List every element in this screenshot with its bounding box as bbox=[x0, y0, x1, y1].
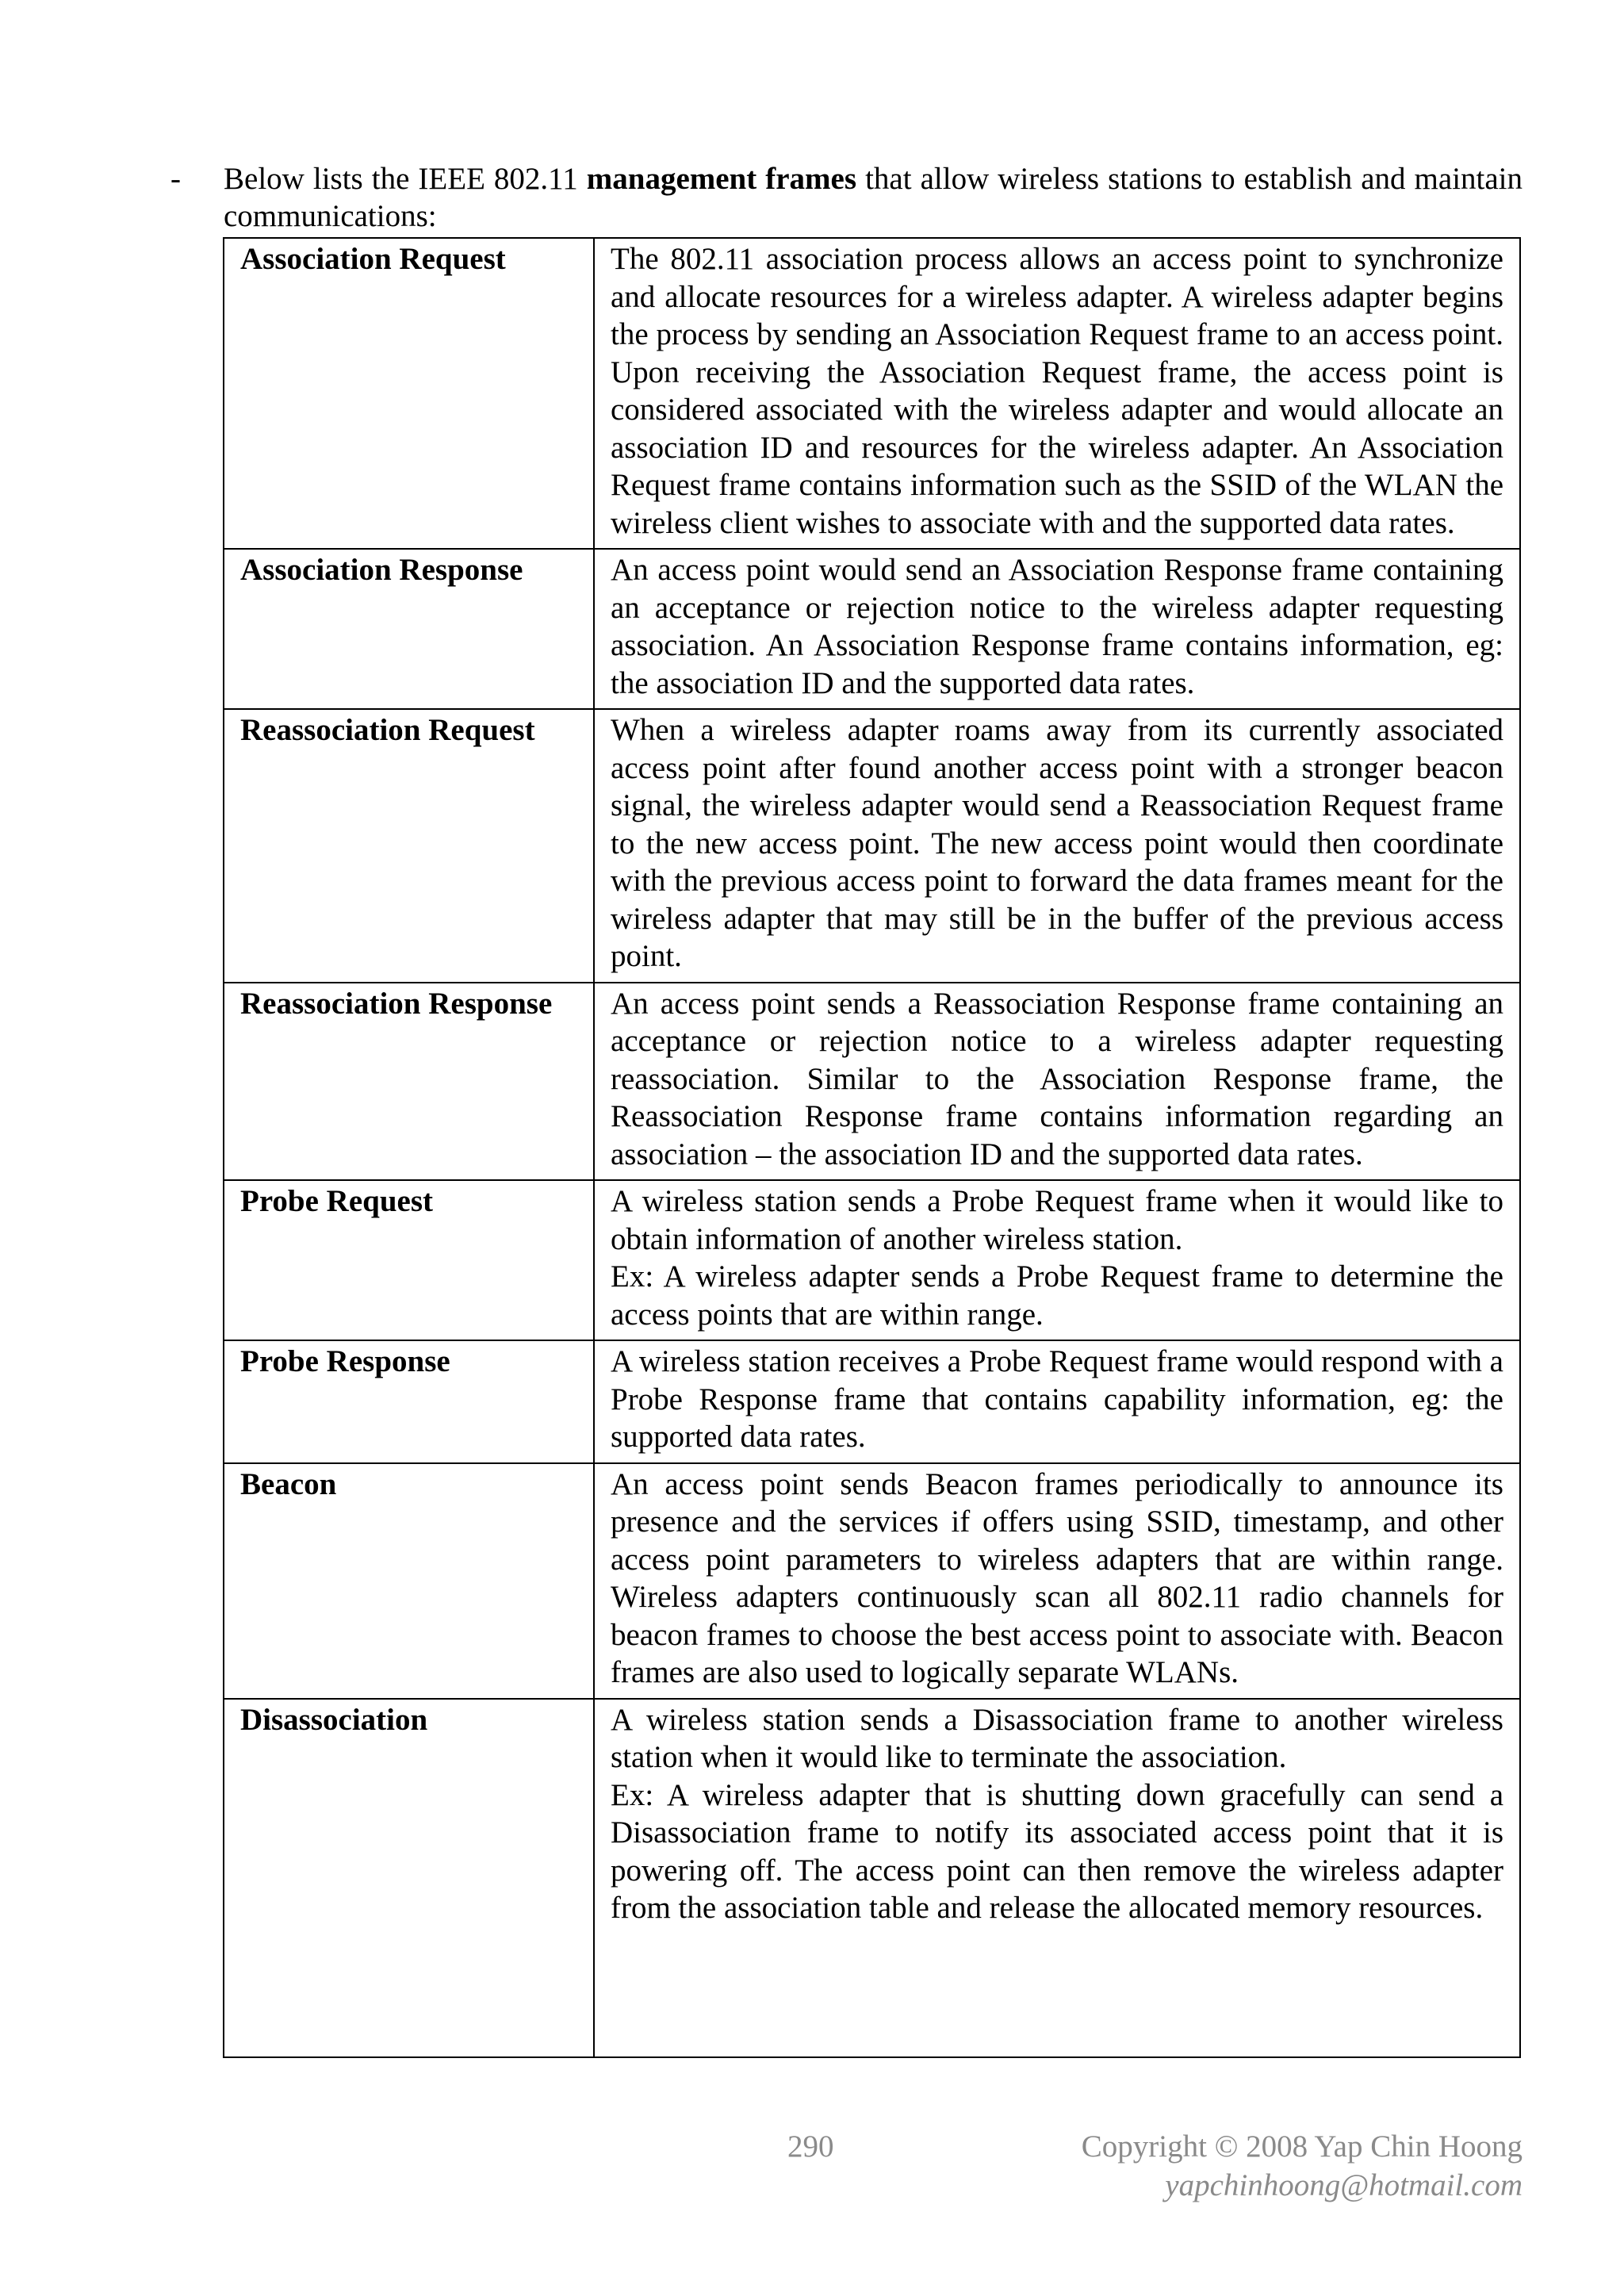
frame-name-cell: Reassociation Request bbox=[224, 709, 594, 983]
frame-description-cell bbox=[594, 1340, 1520, 1463]
table-row bbox=[224, 1340, 1520, 1463]
frame-name-cell: Association Response bbox=[224, 549, 594, 709]
author-email: yapchinhoong@hotmail.com bbox=[1165, 2168, 1522, 2202]
frame-description-cell bbox=[594, 1180, 1520, 1340]
intro-text-bold: management frames bbox=[586, 162, 857, 196]
frame-description-paragraph: The 802.11 association process allows an access point to synchronize and allocate resources for a wireless adapter. A wireless adapter begins the process by sending an Association Request frame to an access point. Upon receiving the Association Request frame, the access point is considered associated with the wireless adapter and would allocate an association ID and resources for the wireless adapter. An Association Request frame contains information such as the SSID of the WLAN the wireless client wishes to associate with and the supported data rates. bbox=[611, 242, 1503, 540]
table-row bbox=[224, 549, 1520, 709]
table-row bbox=[224, 983, 1520, 1181]
intro-text-before: Below lists the IEEE 802.11 bbox=[224, 162, 587, 196]
management-frames-table bbox=[223, 237, 1521, 2058]
frame-description-paragraph: An access point would send an Association Response frame containing an acceptance or rejection notice to the wireless adapter requesting association. An Association Response frame contains information, eg: the association ID and the supported data rates. bbox=[611, 553, 1503, 700]
frame-description-cell bbox=[594, 1699, 1520, 2057]
intro-text-after: that allow wireless stations to establish and maintain communications: bbox=[224, 162, 1523, 233]
frame-name-cell: Reassociation Response bbox=[224, 983, 594, 1181]
frame-name-cell: Probe Request bbox=[224, 1180, 594, 1340]
frame-description-paragraph: An access point sends a Reassociation Response frame containing an acceptance or rejection notice to a wireless adapter requesting reassociation. Similar to the Association Response frame, the Reassociation Response frame contains information regarding an association – the association ID and the supported data rates. bbox=[611, 986, 1503, 1171]
table-row bbox=[224, 1463, 1520, 1699]
frame-name-cell: Probe Response bbox=[224, 1340, 594, 1463]
frame-description-paragraph: When a wireless adapter roams away from its currently associated access point after found another access point with a stronger beacon signal, the wireless adapter would send a Reassociation Request frame to the new access point. The new access point would then coordinate with the previous access point to forward the data frames meant for the wireless adapter that may still be in the buffer of the previous access point. bbox=[611, 713, 1503, 973]
intro-paragraph bbox=[170, 160, 1522, 235]
copyright-notice: Copyright © 2008 Yap Chin Hoong bbox=[1081, 2129, 1522, 2164]
frame-description-cell bbox=[594, 983, 1520, 1181]
frame-description-paragraph: A wireless station sends a Disassociation frame to another wireless station when it would like to terminate the association. bbox=[611, 1702, 1503, 1774]
frame-description-paragraph: An access point sends Beacon frames periodically to announce its presence and the services if offers using SSID, timestamp, and other access point parameters to wireless adapters that are within range. Wireless adapters continuously scan all 802.11 radio channels for beacon frames to choose the best access point to associate with. Beacon frames are also used to logically separate WLANs. bbox=[611, 1466, 1503, 1689]
table-row bbox=[224, 1180, 1520, 1340]
table-row bbox=[224, 238, 1520, 549]
frame-description-paragraph: A wireless station sends a Probe Request frame when it would like to obtain information of another wireless station. bbox=[611, 1184, 1503, 1256]
frame-name-cell: Association Request bbox=[224, 238, 594, 549]
frame-description-cell bbox=[594, 1463, 1520, 1699]
bullet-dash: - bbox=[170, 162, 181, 196]
frame-name-cell: Beacon bbox=[224, 1463, 594, 1699]
table-row bbox=[224, 1699, 1520, 2057]
table-row bbox=[224, 709, 1520, 983]
page-number: 290 bbox=[787, 2129, 834, 2164]
frame-description-cell bbox=[594, 238, 1520, 549]
frame-description-paragraph: Ex: A wireless adapter sends a Probe Request frame to determine the access points that are within range. bbox=[611, 1259, 1503, 1332]
frame-name-cell: Disassociation bbox=[224, 1699, 594, 2057]
intro-text bbox=[224, 160, 1522, 235]
management-frames-table-body bbox=[224, 238, 1520, 2057]
frame-description-paragraph: Ex: A wireless adapter that is shutting down gracefully can send a Disassociation frame to notify its associated access point that it is powering off. The access point can then remove the wireless adapter from the association table and release the allocated memory resources. bbox=[611, 1777, 1503, 1925]
frame-description-cell bbox=[594, 709, 1520, 983]
frame-description-cell bbox=[594, 549, 1520, 709]
frame-description-paragraph: A wireless station receives a Probe Request frame would respond with a Probe Response frame that contains capability information, eg: the supported data rates. bbox=[611, 1344, 1503, 1454]
